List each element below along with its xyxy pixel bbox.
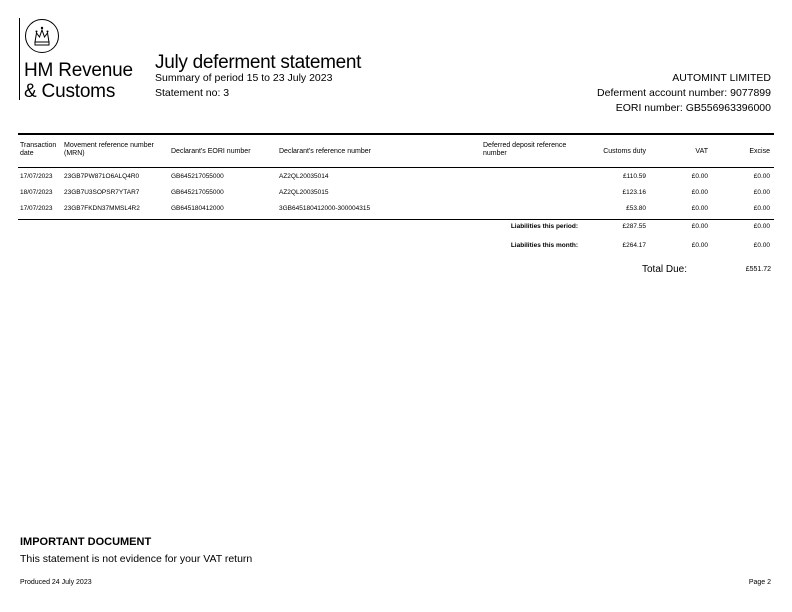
cell-excise: £0.00 — [753, 189, 770, 196]
cell-vat: £0.00 — [691, 205, 708, 212]
totals-excise: £0.00 — [753, 223, 770, 230]
cell-mrn: 23GB7FKDN37MMSL4R2 — [64, 205, 140, 212]
company-name: AUTOMINT LIMITED — [672, 72, 771, 84]
table-body-rule — [18, 219, 774, 220]
cell-reference: AZ2QL20035014 — [279, 173, 329, 180]
important-notice-text: This statement is not evidence for your VAT return — [20, 553, 253, 565]
logo-divider — [19, 18, 20, 100]
header-deferred-deposit: Deferred deposit reference number — [483, 142, 567, 157]
cell-date: 17/07/2023 — [20, 205, 53, 212]
cell-vat: £0.00 — [691, 173, 708, 180]
logo-text-line2: & Customs — [24, 81, 116, 102]
cell-eori: GB645217055000 — [171, 189, 224, 196]
header-customs-duty: Customs duty — [603, 148, 646, 155]
totals-vat: £0.00 — [691, 242, 708, 249]
header-declarant-reference: Declarant's reference number — [279, 148, 371, 155]
cell-eori: GB645217055000 — [171, 173, 224, 180]
important-notice-title: IMPORTANT DOCUMENT — [20, 536, 152, 548]
cell-excise: £0.00 — [753, 205, 770, 212]
totals-customs-duty: £264.17 — [622, 242, 646, 249]
statement-number: Statement no: 3 — [155, 87, 230, 99]
header-declarant-eori: Declarant's EORI number — [171, 148, 251, 155]
totals-excise: £0.00 — [753, 242, 770, 249]
produced-date: Produced 24 July 2023 — [20, 579, 92, 586]
header-transaction-date: Transaction date — [20, 142, 57, 157]
page-number: Page 2 — [748, 579, 771, 586]
statement-period: Summary of period 15 to 23 July 2023 — [155, 72, 333, 84]
cell-date: 18/07/2023 — [20, 189, 53, 196]
totals-label: Liabilities this month: — [510, 242, 578, 249]
cell-reference: AZ2QL20035015 — [279, 189, 329, 196]
eori-number: EORI number: GB556963396000 — [615, 102, 771, 114]
totals-label: Liabilities this period: — [510, 223, 578, 230]
cell-customs-duty: £53.80 — [626, 205, 646, 212]
header-vat: VAT — [695, 148, 708, 155]
cell-mrn: 23GB7U3SOPSR7YTAR7 — [64, 189, 140, 196]
page-title: July deferment statement — [155, 52, 362, 73]
royal-crest-icon — [24, 18, 60, 54]
cell-reference: 3GB645180412000-300004315 — [279, 205, 371, 212]
total-due-value: £551.72 — [745, 266, 771, 273]
cell-mrn: 23GB7PW871O6ALQ4R0 — [64, 173, 140, 180]
cell-date: 17/07/2023 — [20, 173, 53, 180]
table-header-rule — [18, 167, 774, 168]
total-due-label: Total Due: — [642, 264, 688, 275]
header-mrn: Movement reference number (MRN) — [64, 142, 154, 157]
deferment-account-number: Deferment account number: 9077899 — [597, 87, 771, 99]
header-excise: Excise — [749, 148, 770, 155]
totals-customs-duty: £287.55 — [622, 223, 646, 230]
cell-eori: GB645180412000 — [171, 205, 224, 212]
totals-vat: £0.00 — [691, 223, 708, 230]
cell-excise: £0.00 — [753, 173, 770, 180]
cell-customs-duty: £110.59 — [622, 173, 646, 180]
table-top-rule — [18, 133, 774, 135]
cell-customs-duty: £123.16 — [622, 189, 646, 196]
logo-text-line1: HM Revenue — [24, 60, 133, 81]
cell-vat: £0.00 — [691, 189, 708, 196]
